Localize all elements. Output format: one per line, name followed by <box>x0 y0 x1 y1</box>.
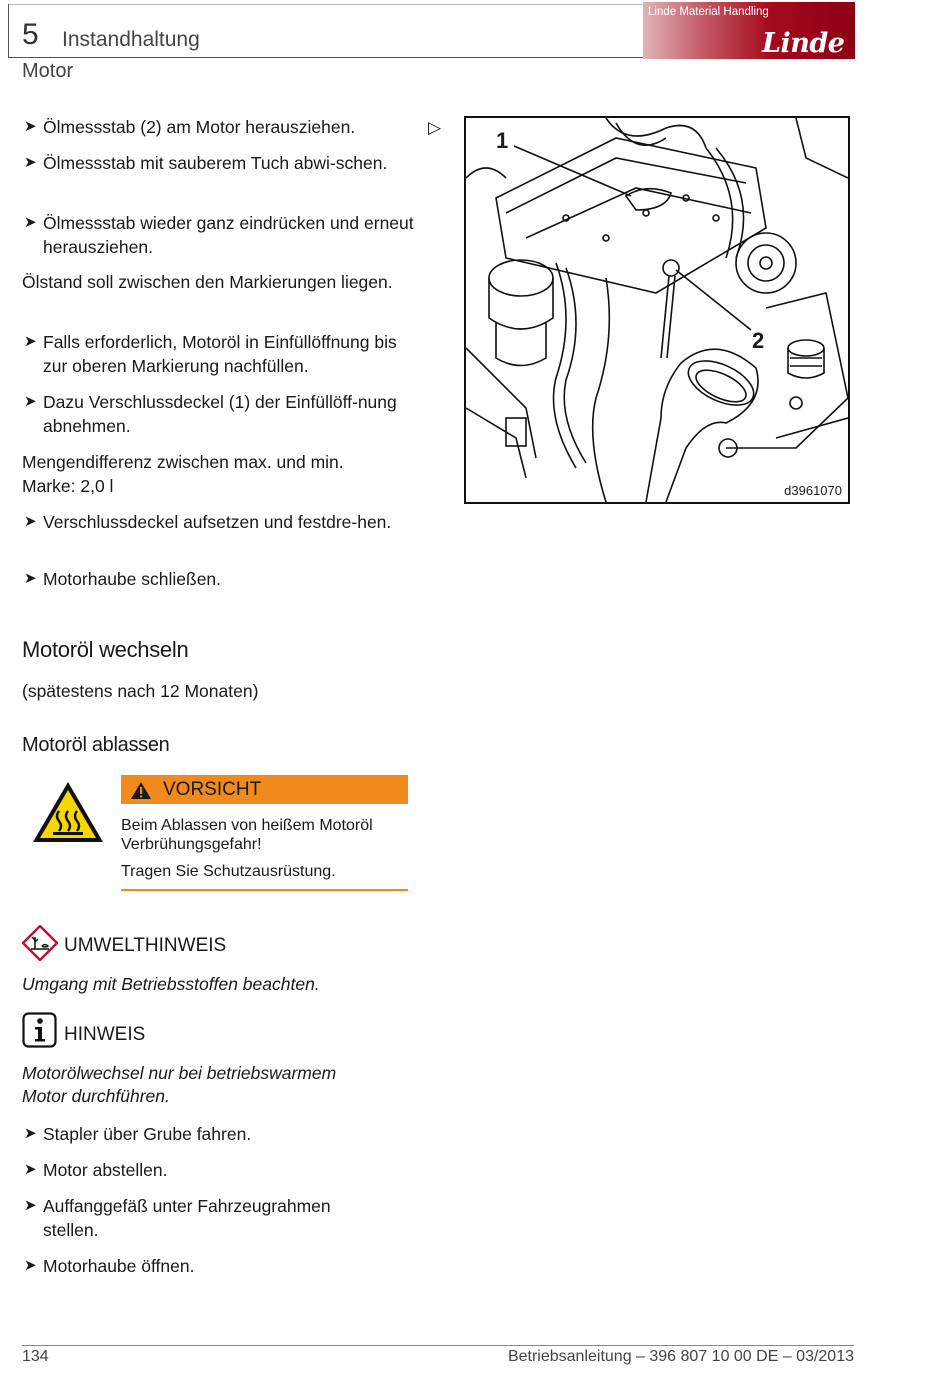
footer-line <box>22 1345 854 1346</box>
caution-triangle-icon <box>130 781 152 800</box>
info-note-line1: Motorölwechsel nur bei betriebswarmem <box>22 1063 337 1083</box>
callout-2: 2 <box>752 328 765 353</box>
oil-level-text: Ölstand soll zwischen den Markierungen liegen. <box>22 272 393 292</box>
figure-pointer-icon: ▷ <box>428 118 442 137</box>
step-item <box>22 1158 417 1182</box>
environment-note-text: Umgang mit Betriebsstoffen beachten. <box>22 974 320 994</box>
step-item <box>22 211 417 259</box>
quantity-difference-line1: Mengendifferenz zwischen max. und min. <box>22 452 344 472</box>
step-text: Motorhaube schließen. <box>43 569 222 589</box>
step-arrow-icon: ➤ <box>24 154 37 171</box>
step-item <box>22 115 417 139</box>
info-note-line2: Motor durchführen. <box>22 1086 170 1106</box>
step-item <box>22 390 407 438</box>
engine-illustration <box>466 118 848 502</box>
caution-text-line2: Verbrühungsgefahr! <box>121 836 262 853</box>
step-arrow-icon: ➤ <box>24 1257 37 1274</box>
engine-figure <box>464 116 850 504</box>
info-note-label: HINWEIS <box>64 1024 146 1045</box>
document-reference: Betriebsanleitung – 396 807 10 00 DE – 03/2013 <box>507 1348 854 1365</box>
step-arrow-icon: ➤ <box>24 570 37 587</box>
step-arrow-icon: ➤ <box>24 1161 37 1178</box>
step-item <box>22 510 407 534</box>
quantity-difference-line2: Marke: 2,0 l <box>22 476 114 496</box>
logo-subtitle: Linde Material Handling <box>648 6 769 18</box>
step-text: Motor abstellen. <box>43 1160 168 1180</box>
heading-oil-change: Motoröl wechseln <box>22 637 189 662</box>
caution-bottom-line <box>121 889 408 891</box>
step-arrow-icon: ➤ <box>24 513 37 530</box>
callout-1: 1 <box>496 128 509 153</box>
step-item <box>22 567 417 591</box>
page-number: 134 <box>22 1348 49 1365</box>
caution-text-line3: Tragen Sie Schutzausrüstung. <box>121 863 336 880</box>
chapter-number: 5 <box>22 18 39 51</box>
step-text: Motorhaube öffnen. <box>43 1256 195 1276</box>
info-icon <box>22 1012 57 1048</box>
step-arrow-icon: ➤ <box>24 214 37 231</box>
step-arrow-icon: ➤ <box>24 1197 37 1214</box>
caution-text-line1: Beim Ablassen von heißem Motoröl <box>121 817 373 834</box>
environment-note-label: UMWELTHINWEIS <box>64 935 227 956</box>
step-text: Verschlussdeckel aufsetzen und festdre-hen. <box>43 512 392 532</box>
step-arrow-icon: ➤ <box>24 1125 37 1142</box>
step-text: Ölmessstab (2) am Motor herausziehen. <box>43 117 356 137</box>
step-arrow-icon: ➤ <box>24 333 37 350</box>
step-arrow-icon: ➤ <box>24 393 37 410</box>
environment-hazard-icon <box>22 925 58 961</box>
header-top-line <box>8 4 643 5</box>
step-text: Dazu Verschlussdeckel (1) der Einfüllöff-nung abnehmen. <box>43 392 397 436</box>
step-item <box>22 1194 382 1242</box>
step-text: Ölmessstab wieder ganz eindrücken und erneut herausziehen. <box>43 213 414 257</box>
step-arrow-icon: ➤ <box>24 118 37 135</box>
linde-logo: Linde <box>762 28 845 59</box>
step-item <box>22 330 422 378</box>
hot-surface-warning-icon <box>30 779 106 845</box>
header-left-line <box>8 4 9 58</box>
step-item <box>22 1122 417 1146</box>
step-text: Ölmessstab mit sauberem Tuch abwi-schen. <box>43 153 388 173</box>
section-title: Motor <box>22 60 74 82</box>
step-item <box>22 151 400 175</box>
figure-code: d3961070 <box>784 483 842 498</box>
heading-oil-drain: Motoröl ablassen <box>22 734 170 756</box>
chapter-title: Instandhaltung <box>62 28 200 51</box>
step-item <box>22 1254 417 1278</box>
caution-label: VORSICHT <box>163 779 262 800</box>
oil-change-interval: (spätestens nach 12 Monaten) <box>22 681 259 701</box>
step-text: Falls erforderlich, Motoröl in Einfüllöffnung bis zur oberen Markierung nachfüllen. <box>43 332 397 376</box>
step-text: Auffanggefäß unter Fahrzeugrahmen stellen. <box>43 1196 331 1240</box>
step-text: Stapler über Grube fahren. <box>43 1124 252 1144</box>
